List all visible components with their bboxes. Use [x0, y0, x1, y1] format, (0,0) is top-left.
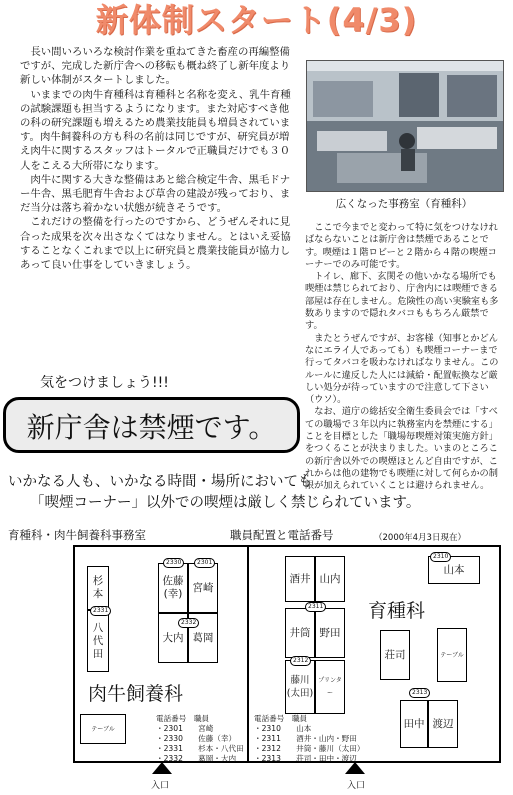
paragraph: トイレ、廊下、玄関その他いかなる場所でも喫煙は禁じられており、庁舎内には喫煙できる部屋は存在しません。危険性の高い実験室も多数ありますので隠れタバコももちろん厳禁です。 [305, 271, 499, 332]
plan-date: （2000年4月3日現在） [374, 533, 466, 543]
banner-line-2: 「喫煙コーナー」以外での喫煙は厳しく禁じられています。 [30, 495, 421, 511]
table-label: テーブル [440, 651, 464, 659]
printer [315, 660, 345, 714]
phone-list-header: 電話番号 職員 [254, 714, 308, 723]
phone-list-item: ・2331 杉本・八代田 [156, 744, 244, 753]
desk-yashiro [87, 610, 109, 672]
desk-label: 田中 [403, 717, 425, 730]
paragraph: 長い間いろいろな検討作業を重ねてきた畜産の再編整備ですが、完成した新庁舎への移転も概ね終了し新年度より新しい体制がスタートしました。 [20, 46, 291, 87]
office-photo-image [307, 61, 503, 191]
page-title: 新体制スタート(4/3) [95, 1, 418, 39]
printer-label: プリンター [318, 677, 342, 697]
desk-noda [315, 608, 345, 658]
phone-tag: 2310 [430, 552, 451, 562]
entrance-arrow-left [152, 762, 172, 774]
plan-subheading: 職員配置と電話番号 [230, 528, 334, 542]
no-smoking-notice: 新庁舎は禁煙です。 [3, 397, 300, 453]
table-left [80, 714, 126, 744]
desk-inoue [285, 608, 315, 658]
desk-sakai [285, 556, 315, 602]
office-photo [306, 60, 504, 192]
phone-tag: 2331 [90, 606, 111, 616]
desk-label: 杉本 [92, 575, 104, 600]
paragraph: またとうぜんですが、お客様（知事とかどんなにエライ人であっても）も喫煙コーナーまで行ってタバコを吸わなければなりません。このルールに違反した人には減給・配置転換など厳しい処分が待っていますので注意して下さい（ウソ）。 [305, 332, 499, 406]
paragraph: 肉牛に関する大きな整備はあと総合検定牛舎、黒毛ドナー牛舎、黒毛肥育牛舎および草舎の建設が残っており、まだ当分は落ち着かない状態が続きそうです。 [20, 173, 291, 215]
desk-label: 佐藤 (幸) [162, 575, 184, 600]
desk-sato [158, 563, 188, 613]
desk-label: 藤川 (太田) [286, 675, 314, 699]
phone-list-header: 電話番号 職員 [156, 714, 210, 723]
table-right [437, 628, 467, 682]
phone-list-item: ・2310 山本 [254, 724, 312, 733]
desk-label: 野田 [319, 626, 341, 639]
banner-line-1: いかなる人も、いかなる時間・場所においても [8, 474, 313, 490]
entrance-label-right: 入口 [347, 781, 366, 791]
plan-heading: 育種科・肉牛飼養科事務室 [8, 528, 146, 542]
phone-list-item: ・2332 葛岡・大内 [156, 754, 237, 763]
phone-list-item: ・2313 荘司・田中・渡辺 [254, 754, 357, 763]
desk-label: 宮崎 [192, 581, 214, 594]
desk-label: 山内 [319, 572, 341, 585]
desk-label: 荘司 [384, 648, 406, 661]
desk-sugimoto [87, 566, 109, 610]
phone-tag: 2311 [305, 602, 326, 612]
desk-fujikawa [285, 660, 315, 714]
phone-tag: 2332 [178, 618, 199, 628]
desk-watanabe [428, 700, 458, 748]
desk-label: 葛岡 [192, 631, 214, 644]
desk-miyazaki [188, 563, 218, 613]
phone-list-item: ・2311 酒井・山内・野田 [254, 734, 357, 743]
desk-label: 酒井 [289, 572, 311, 585]
desk-label: 大内 [162, 631, 184, 644]
entrance-label-left: 入口 [151, 781, 170, 791]
desk-label: 山本 [443, 563, 465, 576]
desk-label: 井筒 [289, 626, 311, 639]
phone-tag: 2313 [409, 688, 430, 698]
article-right [305, 222, 505, 493]
desk-label: 八代田 [92, 621, 104, 660]
paragraph: これだけの整備を行ったのですから、どうぜんそれに見合った成果を次々出さなくてはなりません。とはいえ妥協することなくこれまで以上に研究員と農業技能員が協力しあって良い仕事をしていきましょう。 [20, 216, 291, 272]
entrance-arrow-right [345, 762, 365, 774]
desk-yamauchi [315, 556, 345, 602]
paragraph: いままでの肉牛育種科は育種科と名称を変え、乳牛育種の試験課題も担当するようになります。また対応すべき他の科の研究課題も増えるため農業技能員も増員されています。肉牛飼養科の方も科の名前は同じですが、研究員が増え肉牛に関するスタッフはトータルで正職員だけでも３０人をこえる大所帯になります。 [20, 88, 291, 172]
room-divider [247, 545, 249, 763]
desk-label: 渡辺 [432, 717, 454, 730]
dept-name-left: 肉牛飼養科 [88, 683, 184, 705]
desk-tanaka [400, 700, 428, 748]
phone-tag: 2330 [163, 558, 184, 568]
phone-tag: 2301 [194, 558, 215, 568]
paragraph: なお、道庁の総括安全衛生委員会では「すべての職場で３年以内に執務室内を禁煙にする」ことを目標とした「職場毎喫煙対策実施方針」をつくることが決まりました。いまのところこの新庁舎以外での喫煙ほとんど自由ですが、これからは他の建物でも喫煙に対して何らかの制限が加えられていくことは避けられません。 [305, 406, 498, 492]
phone-list-item: ・2330 佐藤（幸） [156, 734, 237, 743]
dept-name-right: 育種科 [368, 600, 426, 622]
phone-list-item: ・2312 井筒・藤川（太田） [254, 744, 365, 753]
phone-tag: 2312 [290, 656, 311, 666]
phone-list-item: ・2301 宮崎 [156, 724, 214, 733]
phone-list-left [156, 714, 244, 764]
paragraph: ここで今までと変わって特に気をつけなければならないことは新庁舎は禁煙であることです。喫煙は１階ロビーと２階から４階の喫煙コーナーでのみ可能です。 [305, 222, 498, 270]
article-left [20, 45, 296, 272]
phone-list-right [254, 714, 364, 764]
desk-soji [380, 630, 410, 680]
table-label: テーブル [91, 725, 115, 733]
photo-caption: 広くなった事務室（育種科） [335, 198, 473, 210]
warning-caption: 気をつけましょう!!! [40, 375, 169, 391]
